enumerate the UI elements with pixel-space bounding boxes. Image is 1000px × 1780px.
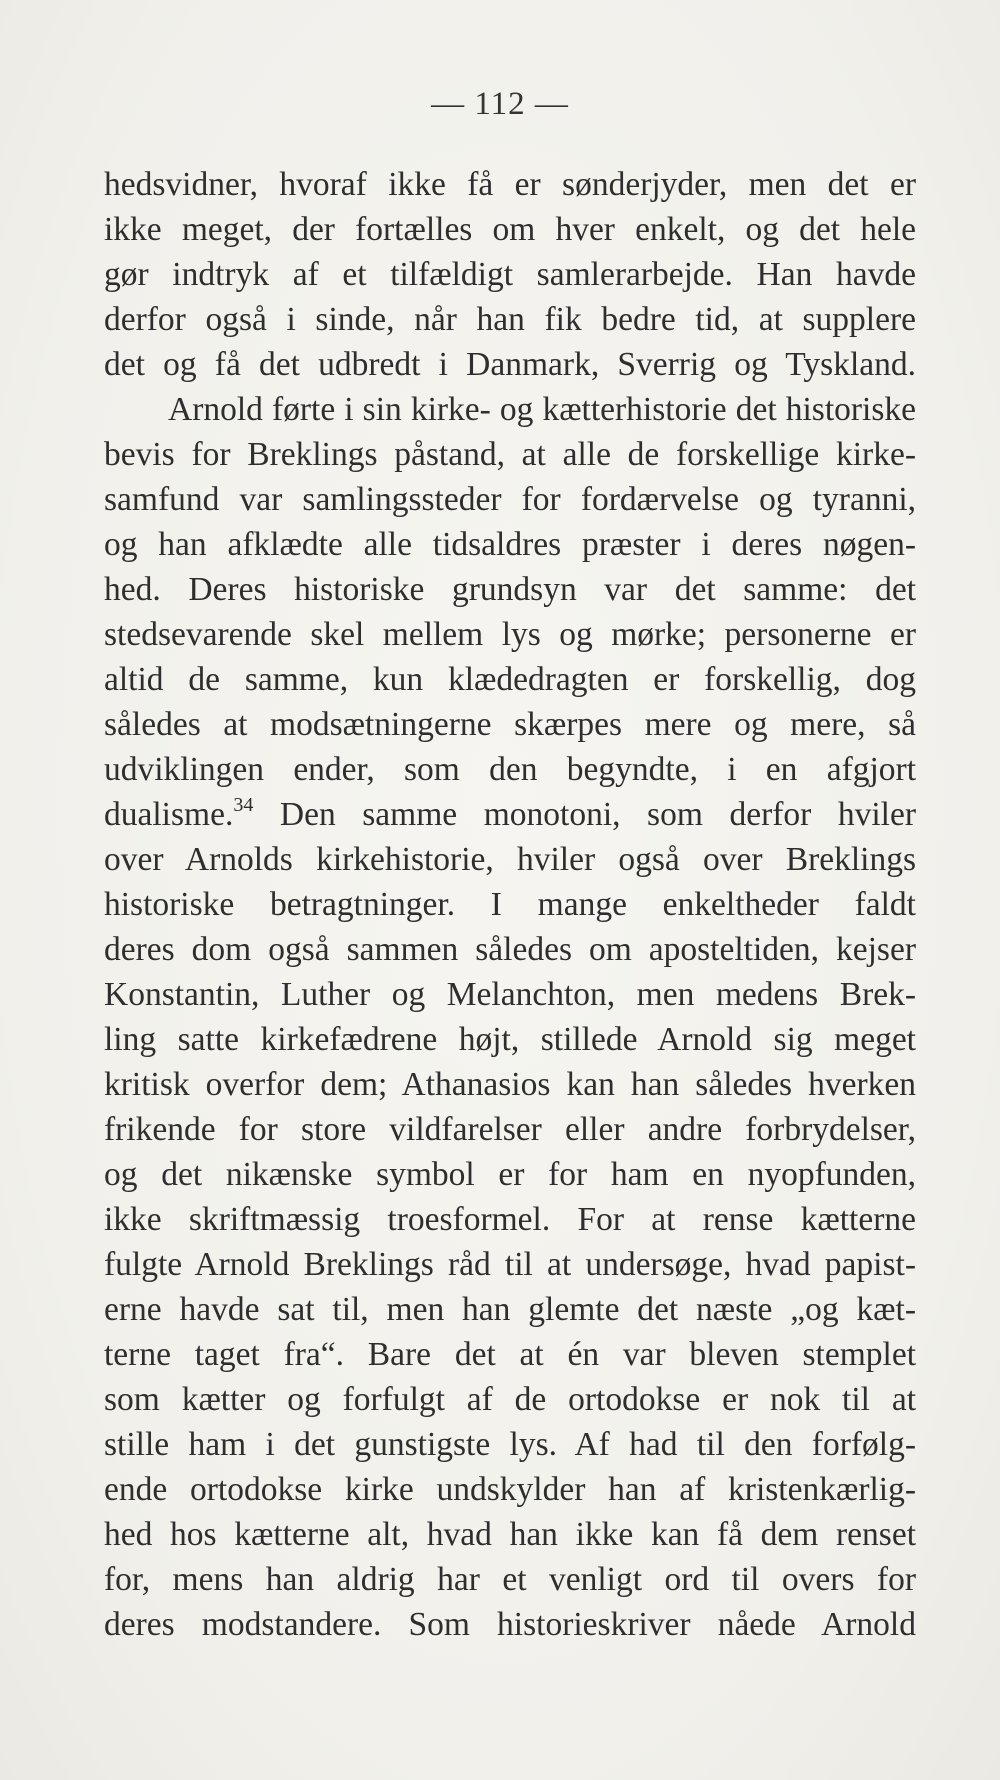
text-line-16: over Arnolds kirkehistorie, hviler også over Breklings [104,841,916,878]
text-line-24: ikke skriftmæssig troesformel. For at rense kætterne [104,1201,916,1238]
text-line-19: Konstantin, Luther og Melanchton, men medens Brek- [104,976,916,1013]
dualisme-word: dualisme. [104,796,234,833]
text-line-20: ling satte kirkefædrene højt, stillede Arnold sig meget [104,1021,916,1058]
text-line-9: og han afklædte alle tidsaldres præster i deres nøgen- [104,526,916,563]
text-line-28: som kætter og forfulgt af de ortodokse er nok til at [104,1381,916,1418]
text-line-33: deres modstandere. Som historieskriver nåede Arnold [104,1606,916,1643]
text-line-15 [104,792,916,837]
dualisme-rest: Den samme monotoni, som derfor hviler [253,796,916,833]
text-line-22: frikende for store vildfarelser eller andre forbrydelser, [104,1111,916,1148]
text-line-31: hed hos kætterne alt, hvad han ikke kan få dem renset [104,1516,916,1553]
text-line-14: udviklingen ender, som den begyndte, i en afgjort [104,751,916,788]
body-text [104,162,916,1647]
text-line-25: fulgte Arnold Breklings råd til at undersøge, hvad papist- [104,1246,916,1283]
text-line-11: stedsevarende skel mellem lys og mørke; personerne er [104,616,916,653]
text-line-4: derfor også i sinde, når han fik bedre tid, at supplere [104,301,916,338]
text-line-18: deres dom også sammen således om aposteltiden, kejser [104,931,916,968]
text-line-26: erne havde sat til, men han glemte det næste „og kæt- [104,1291,916,1328]
text-line-23: og det nikænske symbol er for ham en nyopfunden, [104,1156,916,1193]
text-line-3: gør indtryk af et tilfældigt samlerarbejde. Han havde [104,256,916,293]
footnote-marker: 34 [233,794,254,816]
text-line-6: Arnold førte i sin kirke- og kætterhistorie det historiske [168,391,916,428]
text-line-8: samfund var samlingssteder for fordærvelse og tyranni, [104,481,916,518]
text-line-30: ende ortodokse kirke undskylder han af kristenkærlig- [104,1471,916,1508]
text-line-29: stille ham i det gunstigste lys. Af had til den forfølg- [104,1426,916,1463]
text-line-5: det og få det udbredt i Danmark, Sverrig og Tyskland. [104,346,916,383]
text-line-32: for, mens han aldrig har et venligt ord til overs for [104,1561,916,1598]
text-line-21: kritisk overfor dem; Athanasios kan han således hverken [104,1066,916,1103]
text-line-13: således at modsætningerne skærpes mere og mere, så [104,706,916,743]
text-line-27: terne taget fra“. Bare det at én var bleven stemplet [104,1336,916,1373]
text-line-2: ikke meget, der fortælles om hver enkelt, og det hele [104,211,916,248]
page-number: — 112 — [431,86,569,122]
text-line-17: historiske betragtninger. I mange enkeltheder faldt [104,886,916,923]
text-line-12: altid de samme, kun klædedragten er forskellig, dog [104,661,916,698]
text-line-1: hedsvidner, hvoraf ikke få er sønderjyder, men det er [104,166,916,203]
text-line-7: bevis for Breklings påstand, at alle de forskellige kirke- [104,436,916,473]
text-line-10: hed. Deres historiske grundsyn var det samme: det [104,571,916,608]
